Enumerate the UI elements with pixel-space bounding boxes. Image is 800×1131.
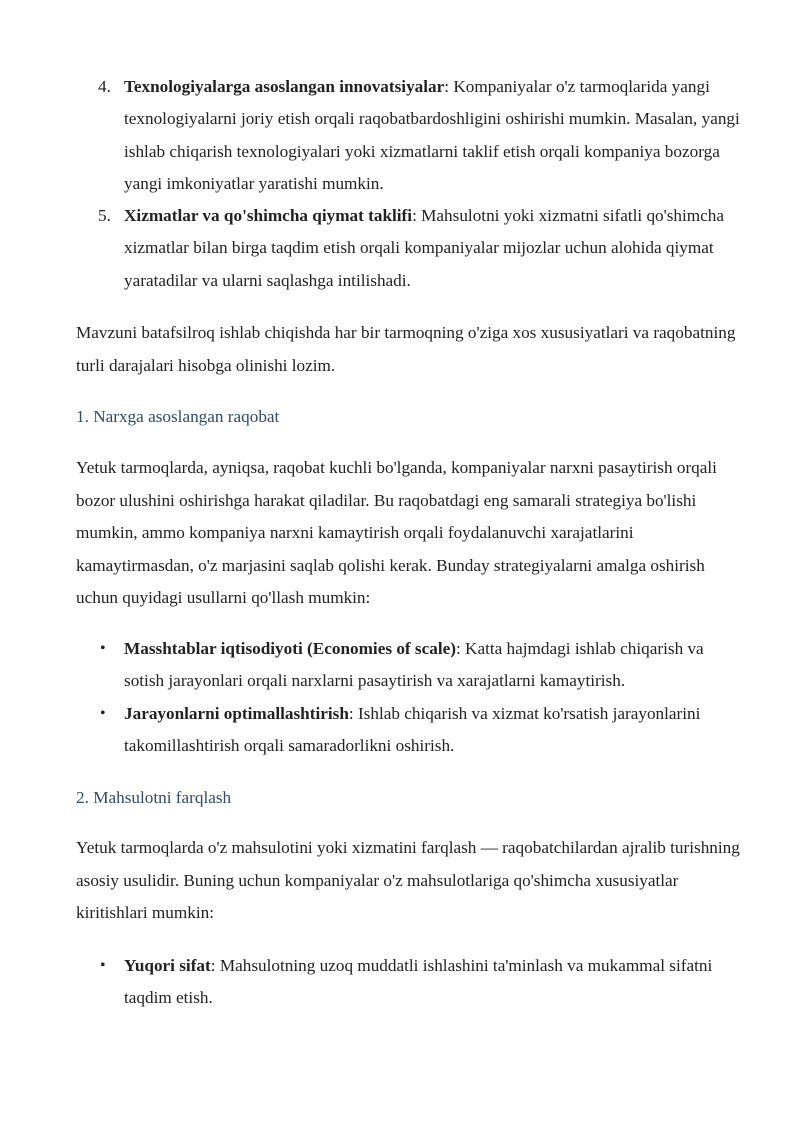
section-heading: 1. Narxga asoslangan raqobat: [76, 407, 280, 426]
numbered-list: [0, 71, 800, 297]
list-item: [100, 698, 744, 763]
list-item-term: Jarayonlarni optimallashtirish: [124, 703, 349, 723]
list-item-term: Masshtablar iqtisodiyoti (Economies of scale): [124, 639, 456, 658]
section-paragraph: Yetuk tarmoqlarda o'z mahsulotini yoki xizmatini farqlash — raqobatchilardan ajralib turishning asosiy usulidir. Buning uchun kompaniyalar o'z mahsulotlariga qo'shimcha xususiyatlar kiritishlari mumkin:: [76, 838, 740, 923]
list-item: [98, 71, 744, 200]
list-number: 5.: [98, 206, 111, 226]
list-item-term: Texnologiyalarga asoslangan innovatsiyalar: [124, 77, 445, 96]
bullet-list: [0, 950, 800, 1015]
bullet-icon: •: [100, 704, 106, 722]
list-item: [100, 633, 744, 698]
bullet-icon: •: [100, 957, 106, 974]
section-paragraph: Yetuk tarmoqlarda, ayniqsa, raqobat kuchli bo'lganda, kompaniyalar narxni pasaytirish orqali bozor ulushini oshirishga harakat qiladilar. Bu raqobatdagi eng samarali strategiya bo'lishi mumkin, ammo kompaniya narxni kamaytirish orqali foydalanuvchi xarajatlarini kamaytirmasdan, o'z marjasini saqlab qolishi kerak. Bunday strategiyalarni amalga oshirish uchun quyidagi usullarni qo'llash mumkin:: [76, 458, 717, 608]
bullet-icon: •: [100, 640, 106, 657]
bullet-list: [0, 633, 800, 762]
list-number: 4.: [98, 77, 111, 96]
list-item-term: Yuqori sifat: [124, 956, 211, 975]
intro-paragraph: Mavzuni batafsilroq ishlab chiqishda har bir tarmoqning o'ziga xos xususiyatlari va raqobatning turli darajalari hisobga olinishi lozim.: [76, 323, 736, 375]
list-item-text: : Katta hajmdagi ishlab chiqarish va sotish jarayonlari orqali narxlarni pasaytirish va xarajatlarni kamaytirish.: [124, 639, 704, 691]
section-heading: 2. Mahsulotni farqlash: [76, 788, 232, 807]
list-item-text: : Ishlab chiqarish va xizmat ko'rsatish jarayonlarini takomillashtirish orqali samaradorlikni oshirish.: [124, 703, 701, 755]
list-item-text: : Mahsulotni yoki xizmatni sifatli qo'shimcha xizmatlar bilan birga taqdim etish orqali kompaniyalar mijozlar uchun alohida qiymat yaratadilar va ularni saqlashga intilishadi.: [124, 206, 725, 290]
list-item: [98, 200, 744, 297]
list-item-text: : Mahsulotning uzoq muddatli ishlashini ta'minlash va mukammal sifatni taqdim etish.: [124, 956, 713, 1008]
list-item-term: Xizmatlar va qo'shimcha qiymat taklifi: [124, 206, 413, 226]
list-item-text: : Kompaniyalar o'z tarmoqlarida yangi texnologiyalarni joriy etish orqali raqobatbardoshligini oshirishi mumkin. Masalan, yangi ishlab chiqarish texnologiyalari yoki xizmatlarni taklif etish orqali kompaniya bozorga yangi imkoniyatlar yaratishi mumkin.: [124, 77, 740, 193]
list-item: [100, 950, 744, 1015]
